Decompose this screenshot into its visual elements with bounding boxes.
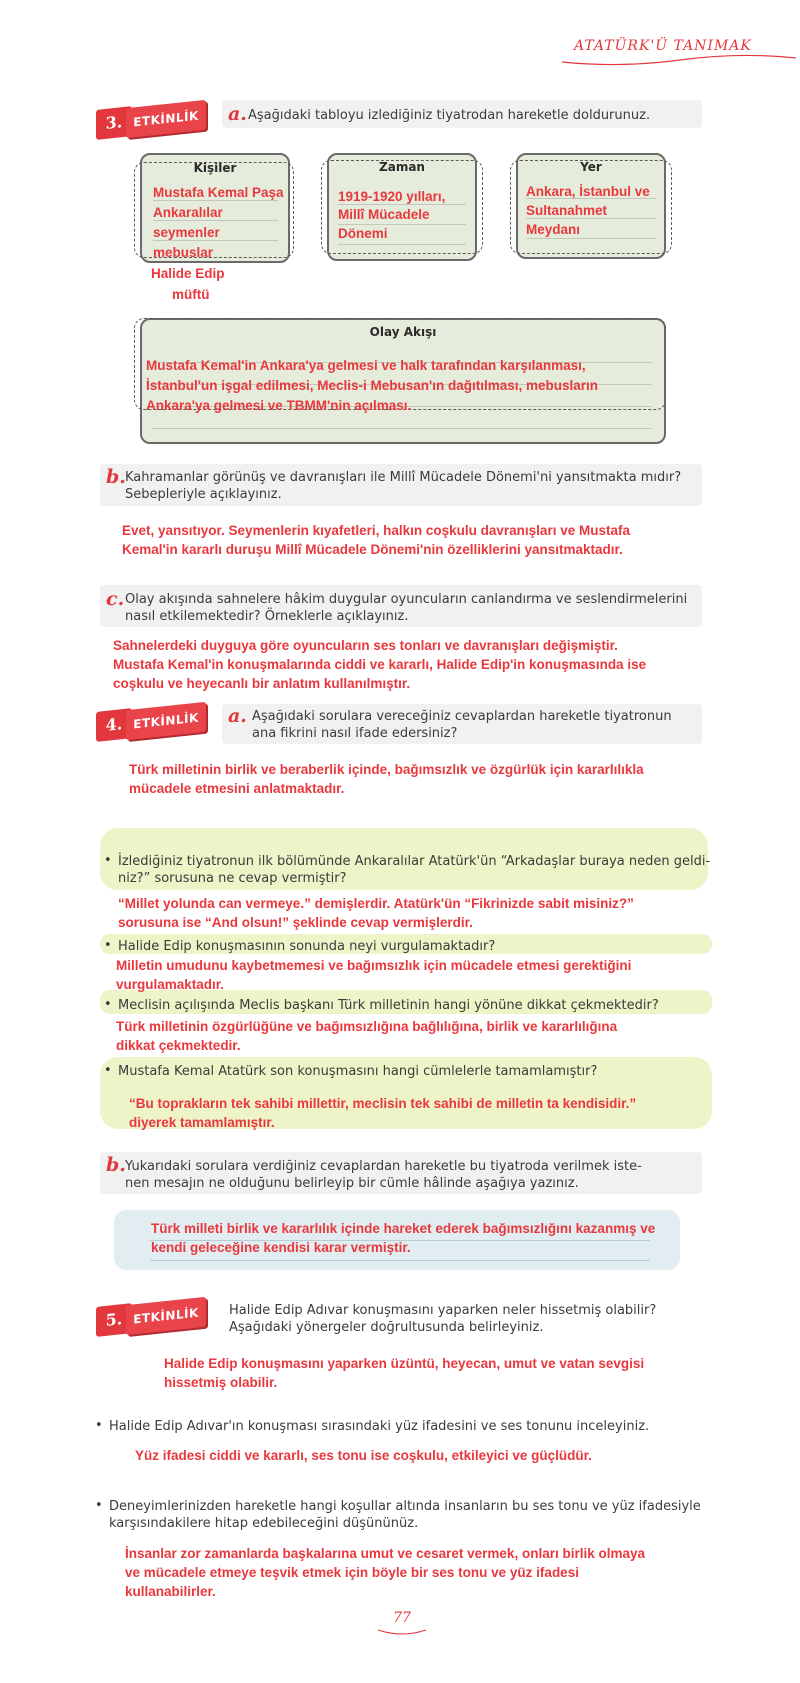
answer-text: diyerek tamamlamıştır. (129, 1115, 275, 1130)
answer-text: Evet, yansıtıyor. Seymenlerin kıyafetleri, halkın coşkulu davranışları ve Mustafa (122, 523, 630, 538)
answer-text: Türk milletinin özgürlüğüne ve bağımsızlığına bağlılığına, birlik ve kararlılığına (116, 1019, 618, 1034)
answer-text: Türk milletinin birlik ve beraberlik içinde, bağımsızlık ve özgürlük için kararlılıkla (129, 762, 644, 777)
yer-answer: Sultanahmet (526, 203, 608, 218)
question-text: Meclisin açılışında Meclis başkanı Türk milletinin hangi yönüne dikkat çekmektedir? (118, 998, 659, 1013)
question-text: Halide Edip Adıvar'ın konuşması sırasındaki yüz ifadesini ve ses tonunu inceleyiniz. (109, 1419, 650, 1434)
page-number: 77 (393, 1610, 411, 1626)
olay-akisi-title: Olay Akışı (369, 325, 437, 339)
question-letter: a. (228, 103, 247, 125)
question-text: Aşağıdaki sorulara vereceğiniz cevaplardan hareketle tiyatronun (252, 709, 672, 724)
answer-text: Türk milleti birlik ve kararlılık içinde hareket ederek bağımsızlığını kazanmış ve (151, 1221, 656, 1236)
zaman-answer: Dönemi (338, 226, 388, 241)
bullet: • (104, 938, 112, 953)
question-text: karşısındakilere hitap edebileceğini düşününüz. (109, 1516, 419, 1531)
activity-3-badge (96, 104, 208, 138)
page-number-decoration (376, 1626, 428, 1638)
activity-number: 3. (96, 106, 132, 140)
question-text: nasıl etkilemektedir? Örneklerle açıklayınız. (125, 609, 409, 624)
kisiler-answer: seymenler (153, 225, 220, 240)
bullet: • (104, 853, 112, 868)
olay-answer: Mustafa Kemal'in Ankara'ya gelmesi ve halk tarafından karşılanması, (146, 358, 586, 373)
activity-4-badge (96, 706, 208, 740)
yer-answer: Meydanı (526, 222, 581, 237)
answer-text: coşkulu ve heyecanlı bir anlatım kullanılmıştır. (113, 676, 411, 691)
bullet: • (104, 997, 112, 1012)
question-text: İzlediğiniz tiyatronun ilk bölümünde Ankaralılar Atatürk'ün “Arkadaşlar buraya neden geldi- (118, 854, 711, 869)
answer-text: kendi geleceğine kendisi karar vermiştir. (151, 1240, 411, 1255)
question-text: nen mesajın ne olduğunu belirleyip bir cümle hâlinde aşağıya yazınız. (125, 1176, 579, 1191)
zaman-title: Zaman (379, 160, 425, 174)
question-letter: c. (106, 588, 125, 610)
answer-text: sorusuna ise “And olsun!” şeklinde cevap vermişlerdir. (118, 915, 473, 930)
zaman-answer: 1919-1920 yılları, (338, 189, 446, 204)
activity-5-badge (96, 1301, 208, 1335)
answer-text: hissetmiş olabilir. (164, 1375, 278, 1390)
kisiler-answer: Mustafa Kemal Paşa (153, 185, 284, 200)
question-text: Deneyimlerinizden hareketle hangi koşullar altında insanların bu ses tonu ve yüz ifadesiyle (109, 1499, 701, 1514)
answer-text: kullanabilirler. (125, 1584, 216, 1599)
olay-answer: İstanbul'un işgal edilmesi, Meclis-i Mebusan'ın dağıtılması, mebusların (146, 378, 599, 393)
answer-text: ve mücadele etmeye teşvik etmek için böyle bir ses tonu ve yüz ifadesi (125, 1565, 579, 1580)
activity-label: ETKİNLİK (126, 702, 206, 740)
bullet: • (95, 1498, 103, 1513)
activity-label: ETKİNLİK (126, 100, 206, 138)
answer-text: vurgulamaktadır. (116, 977, 225, 992)
answer-text: “Millet yolunda can vermeye.” demişlerdir. Atatürk'ün “Fikrinizde sabit misiniz?” (118, 896, 634, 911)
question-text: ana fikrini nasıl ifade edersiniz? (252, 726, 458, 741)
activity-number: 4. (96, 708, 132, 742)
answer-text: Mustafa Kemal'in konuşmalarında ciddi ve kararlı, Halide Edip'in konuşmasında ise (113, 657, 647, 672)
answer-text: dikkat çekmektedir. (116, 1038, 241, 1053)
answer-text: İnsanlar zor zamanlarda başkalarına umut ve cesaret vermek, onları birlik olmaya (125, 1546, 645, 1561)
answer-text: mücadele etmesini anlatmaktadır. (129, 781, 345, 796)
question-text: Mustafa Kemal Atatürk son konuşmasını hangi cümlelerle tamamlamıştır? (118, 1064, 598, 1079)
question-text: Kahramanlar görünüş ve davranışları ile Millî Mücadele Dönemi'ni yansıtmakta mıdır? (125, 470, 682, 485)
answer-text: “Bu toprakların tek sahibi millettir, meclisin tek sahibi de milletin ta kendisidir.” (129, 1096, 637, 1111)
answer-text: Sahnelerdeki duyguya göre oyuncuların ses tonları ve davranışları değişmiştir. (113, 638, 618, 653)
question-text: Yukarıdaki sorulara verdiğiniz cevaplardan hareketle bu tiyatroda verilmek iste- (125, 1159, 642, 1174)
kisiler-answer: Ankaralılar (153, 205, 223, 220)
question-text: Sebepleriyle açıklayınız. (125, 487, 282, 502)
answer-text: Halide Edip konuşmasını yaparken üzüntü, heyecan, umut ve vatan sevgisi (164, 1356, 645, 1371)
bullet: • (95, 1418, 103, 1433)
question-letter: a. (228, 705, 247, 727)
question-text: Aşağıdaki yönergeler doğrultusunda belirleyiniz. (229, 1320, 544, 1335)
answer-text: Kemal'in kararlı duruşu Millî Mücadele Dönemi'nin özelliklerini yansıtmaktadır. (122, 542, 623, 557)
question-letter: b. (106, 1154, 126, 1176)
answer-text: Milletin umudunu kaybetmemesi ve bağımsızlık için mücadele etmesi gerektiğini (116, 958, 632, 973)
activity-number: 5. (96, 1303, 132, 1337)
chapter-title: ATATÜRK'Ü TANIMAK (574, 38, 752, 54)
yer-title: Yer (580, 160, 602, 174)
answer-text: Yüz ifadesi ciddi ve kararlı, ses tonu ise coşkulu, etkileyici ve güçlüdür. (135, 1448, 592, 1463)
question-text: Aşağıdaki tabloyu izlediğiniz tiyatrodan hareketle doldurunuz. (248, 108, 651, 123)
kisiler-answer: Halide Edip (151, 266, 225, 281)
zaman-answer: Millî Mücadele (338, 207, 430, 222)
question-text: Halide Edip konuşmasının sonunda neyi vurgulamaktadır? (118, 939, 496, 954)
kisiler-answer: mebuslar (153, 245, 214, 260)
header-underline-decoration (560, 52, 800, 70)
question-text: niz?” sorusuna ne cevap vermiştir? (118, 871, 347, 886)
question-letter: b. (106, 466, 126, 488)
kisiler-title: Kişiler (193, 161, 237, 175)
yer-answer: Ankara, İstanbul ve (526, 184, 650, 199)
question-text: Halide Edip Adıvar konuşmasını yaparken neler hissetmiş olabilir? (229, 1303, 657, 1318)
bullet: • (104, 1063, 112, 1078)
kisiler-answer: müftü (172, 287, 210, 302)
question-text: Olay akışında sahnelere hâkim duygular oyuncuların canlandırma ve seslendirmelerini (125, 592, 688, 607)
olay-answer: Ankara'ya gelmesi ve TBMM'nin açılması. (146, 398, 412, 413)
activity-label: ETKİNLİK (126, 1297, 206, 1335)
